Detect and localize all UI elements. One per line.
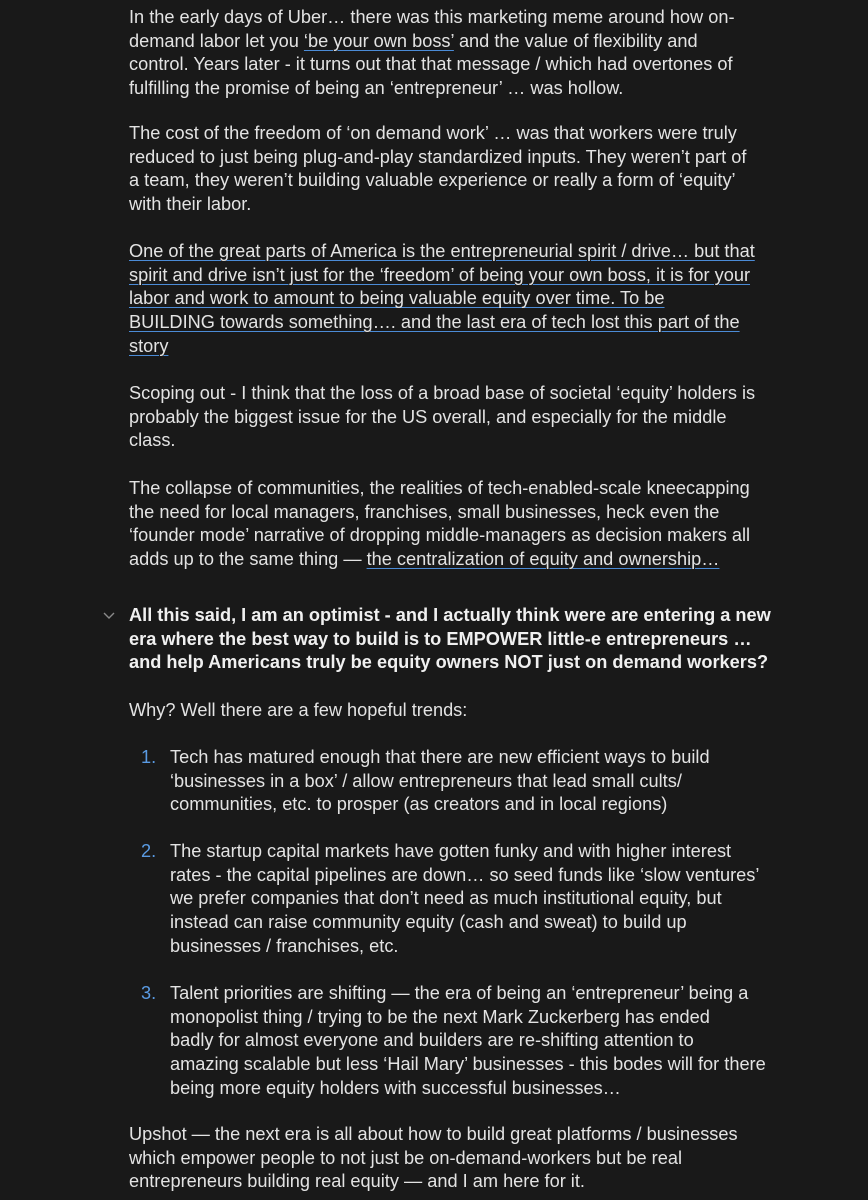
text-line: The startup capital markets have gotten funky and with higher interest — [170, 841, 732, 861]
text-line: Tech has matured enough that there are new efficient ways to build — [170, 747, 710, 767]
text-line: we prefer companies that don’t need as much institutional equity, but — [170, 888, 722, 909]
paragraph-scoping-out — [129, 382, 789, 453]
text-line: being more equity holders with successful businesses… — [170, 1077, 621, 1098]
text-line: monopolist thing / trying to be the next Mark Zuckerberg has ended — [170, 1006, 710, 1027]
be-your-own-boss-link[interactable]: ‘be your own boss’ — [303, 30, 454, 51]
text-line: The collapse of communities, the realities of tech-enabled-scale kneecapping — [129, 478, 750, 498]
text-segment: demand labor let you — [129, 30, 304, 51]
america-spirit-link[interactable]: labor and work to amount to being valuable equity over time. To be — [129, 288, 665, 309]
america-spirit-link[interactable]: BUILDING towards something…. and the last era of tech lost this part of the — [129, 312, 740, 333]
heading-line: All this said, I am an optimist - and I actually think were are entering a new — [129, 605, 771, 625]
text-line: Scoping out - I think that the loss of a broad base of societal ‘equity’ holders is — [129, 383, 756, 403]
text-line: instead can raise community equity (cash and sweat) to build up — [170, 912, 687, 933]
list-item-text — [170, 840, 759, 958]
text-line: ‘founder mode’ narrative of dropping middle-managers as decision makers all — [129, 525, 751, 546]
list-number: 3. — [141, 983, 157, 1003]
text-line: businesses / franchises, etc. — [170, 935, 399, 956]
america-spirit-link[interactable]: spirit and drive isn’t just for the ‘freedom’ of being your own boss, it is for your — [129, 264, 751, 285]
paragraph-collapse — [129, 477, 789, 572]
text-line — [129, 548, 789, 572]
text-line: Why? Well there are a few hopeful trends: — [129, 700, 468, 720]
list-number: 1. — [141, 747, 157, 767]
text-line: communities, etc. to prosper (as creators and in local regions) — [170, 794, 668, 815]
text-line: badly for almost everyone and builders are re-shifting attention to — [170, 1030, 694, 1051]
text-line — [129, 30, 789, 54]
text-line — [129, 335, 789, 359]
optimist-toggle-heading[interactable] — [129, 604, 789, 675]
text-line: which empower people to not just be on-demand-workers but be real — [129, 1147, 683, 1168]
text-line: amazing scalable but less ‘Hail Mary’ businesses - this bodes will for there — [170, 1054, 766, 1075]
list-number: 2. — [141, 841, 157, 861]
text-line: the need for local managers, franchises, small businesses, heck even the — [129, 501, 720, 522]
america-spirit-link[interactable]: story — [129, 335, 169, 356]
text-line: Upshot — the next era is all about how to build great platforms / businesses — [129, 1124, 738, 1144]
text-line: a team, they weren’t building valuable experience or really a form of ‘equity’ — [129, 170, 736, 191]
chevron-down-icon — [101, 608, 117, 624]
heading-line: era where the best way to build is to EMPOWER little-e entrepreneurs … — [129, 628, 752, 649]
text-line: with their labor. — [129, 194, 252, 215]
heading-line: and help Americans truly be equity owners NOT just on demand workers? — [129, 652, 769, 673]
text-line: control. Years later - it turns out that that message / which had overtones of — [129, 54, 733, 75]
text-line: ‘businesses in a box’ / allow entrepreneurs that lead small cults/ — [170, 770, 682, 791]
text-line: In the early days of Uber… there was this marketing meme around how on- — [129, 7, 735, 27]
text-line: The cost of the freedom of ‘on demand work’ … was that workers were truly — [129, 123, 737, 143]
paragraph-cost-of-freedom — [129, 122, 789, 217]
paragraph-uber — [129, 6, 789, 101]
text-segment: adds up to the same thing — — [129, 549, 367, 570]
text-line: rates - the capital pipelines are down… so seed funds like ‘slow ventures’ — [170, 864, 760, 885]
paragraph-america-link — [129, 240, 789, 358]
paragraph-why — [129, 699, 789, 723]
centralization-link[interactable]: the centralization of equity and ownership… — [366, 549, 720, 570]
paragraph-upshot — [129, 1123, 789, 1194]
text-line: Talent priorities are shifting — the era of being an ‘entrepreneur’ being a — [170, 983, 749, 1003]
text-segment: and the value of flexibility and — [453, 30, 698, 51]
text-line: fulfilling the promise of being an ‘entrepreneur’ … was hollow. — [129, 78, 624, 99]
toggle-chevron-down-icon[interactable] — [101, 608, 117, 624]
list-item-text — [170, 746, 710, 817]
text-line: entrepreneurs building real equity — and I am here for it. — [129, 1171, 585, 1192]
list-item-text — [170, 982, 766, 1100]
america-spirit-link[interactable]: One of the great parts of America is the entrepreneurial spirit / drive… but that — [129, 241, 755, 261]
text-line: probably the biggest issue for the US overall, and especially for the middle — [129, 406, 727, 427]
text-line: class. — [129, 430, 176, 451]
text-line: reduced to just being plug-and-play standardized inputs. They weren’t part of — [129, 146, 747, 167]
